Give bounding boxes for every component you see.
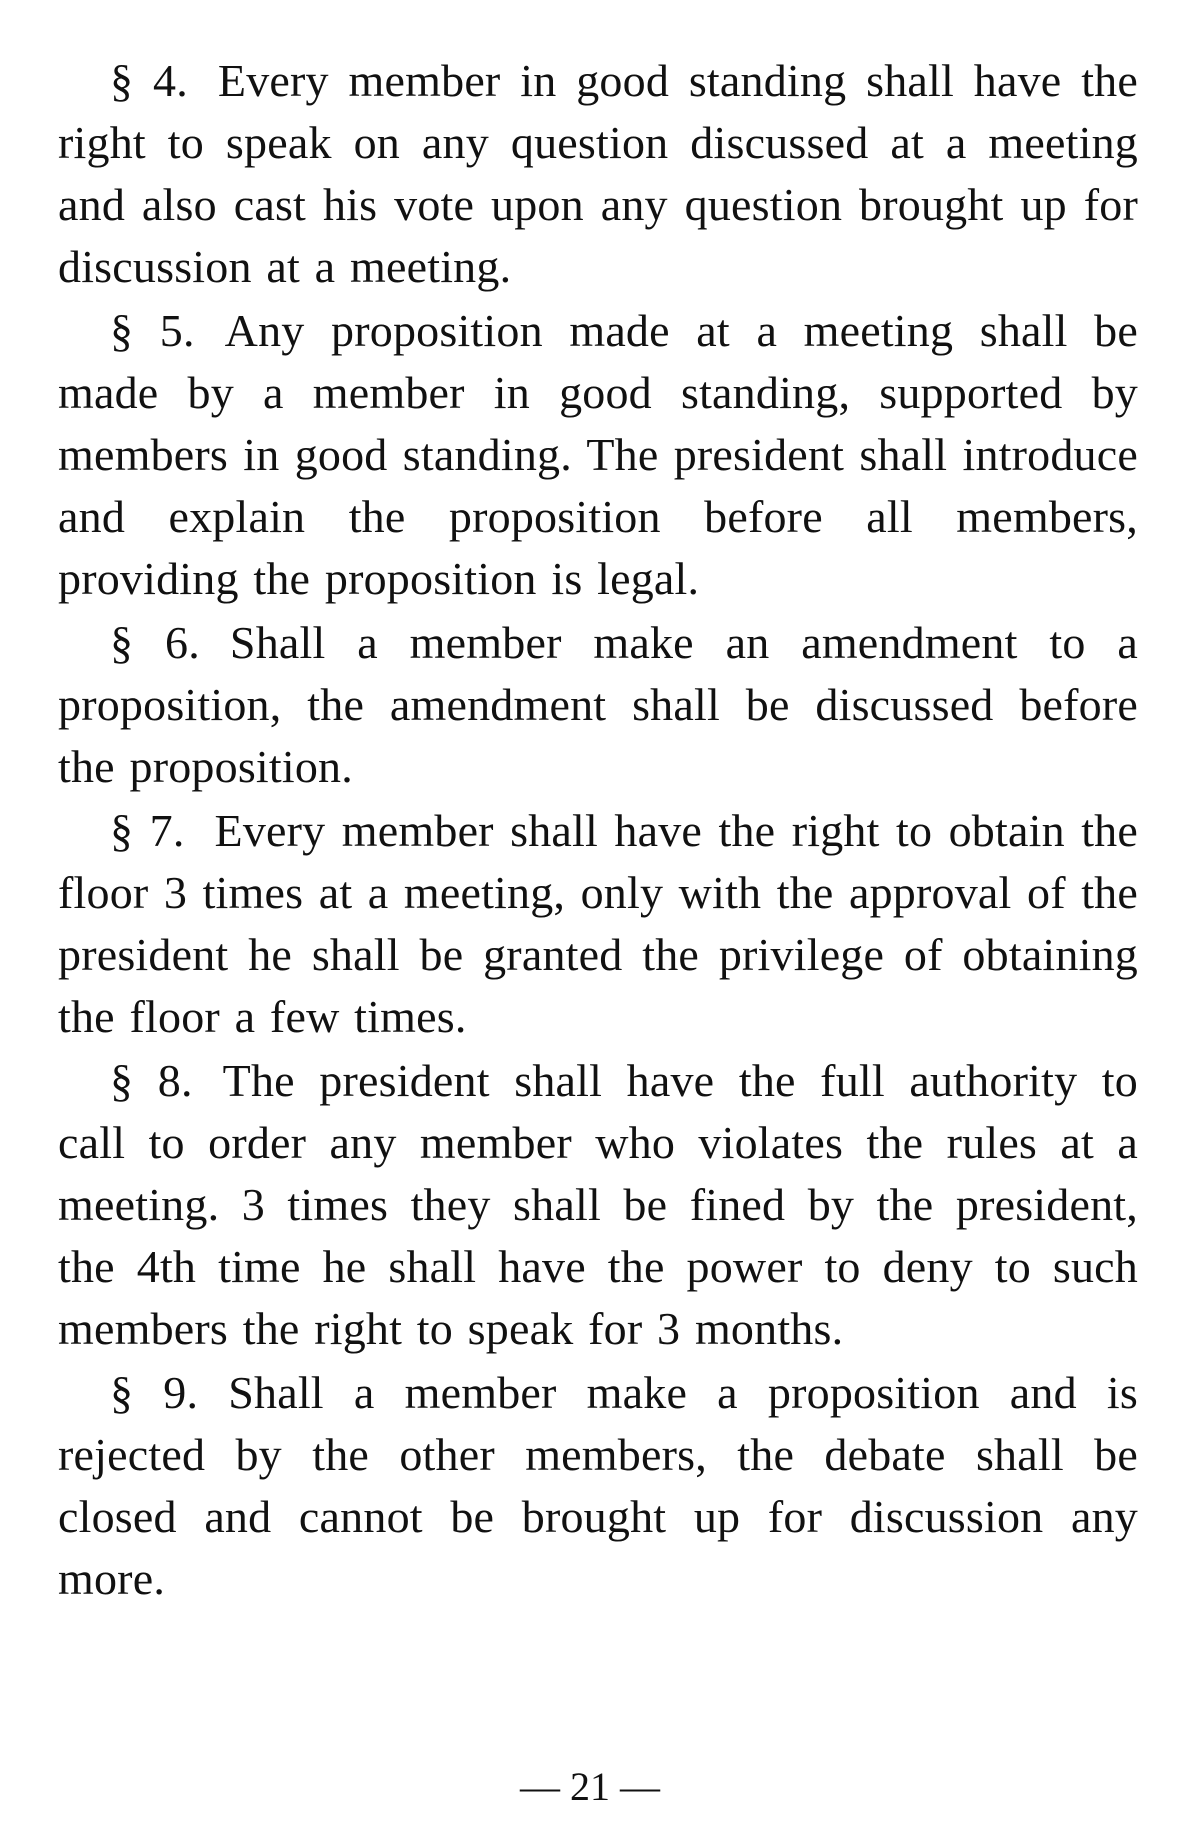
section-number: § 4. <box>110 55 188 106</box>
section-7 <box>58 800 1138 1048</box>
section-text: Shall a member make a proposition and is rejected by the other members, the debate shall be closed and cannot be brought up for discussion any more. <box>58 1367 1138 1604</box>
section-number: § 9. <box>110 1367 199 1418</box>
section-4 <box>58 50 1138 298</box>
section-number: § 5. <box>110 305 195 356</box>
section-text: Every member shall have the right to obtain the floor 3 times at a meeting, only with the approval of the president he shall be granted the privilege of obtaining the floor a few times. <box>58 805 1138 1042</box>
section-number: § 7. <box>110 805 185 856</box>
section-6 <box>58 612 1138 798</box>
section-text: Every member in good standing shall have the right to speak on any question discussed at a meeting and also cast his vote upon any question brought up for discussion at a meeting. <box>58 55 1138 292</box>
section-text: The president shall have the full authority to call to order any member who violates the rules at a meeting. 3 times they shall be fined by the president, the 4th time he shall have the power to deny to such members the right to speak for 3 months. <box>58 1055 1138 1354</box>
section-number: § 6. <box>110 617 200 668</box>
section-5 <box>58 300 1138 610</box>
section-text: Shall a member make an amendment to a proposition, the amendment shall be discussed before the proposition. <box>58 617 1138 792</box>
section-number: § 8. <box>110 1055 193 1106</box>
section-8 <box>58 1050 1138 1360</box>
page-number: — 21 — <box>520 1764 660 1809</box>
section-9 <box>58 1362 1138 1610</box>
document-page <box>58 50 1138 1612</box>
section-text: Any proposition made at a meeting shall be made by a member in good standing, supported by members in good standing. The president shall introduce and explain the proposition before all members, providing the proposition is legal. <box>58 305 1138 604</box>
